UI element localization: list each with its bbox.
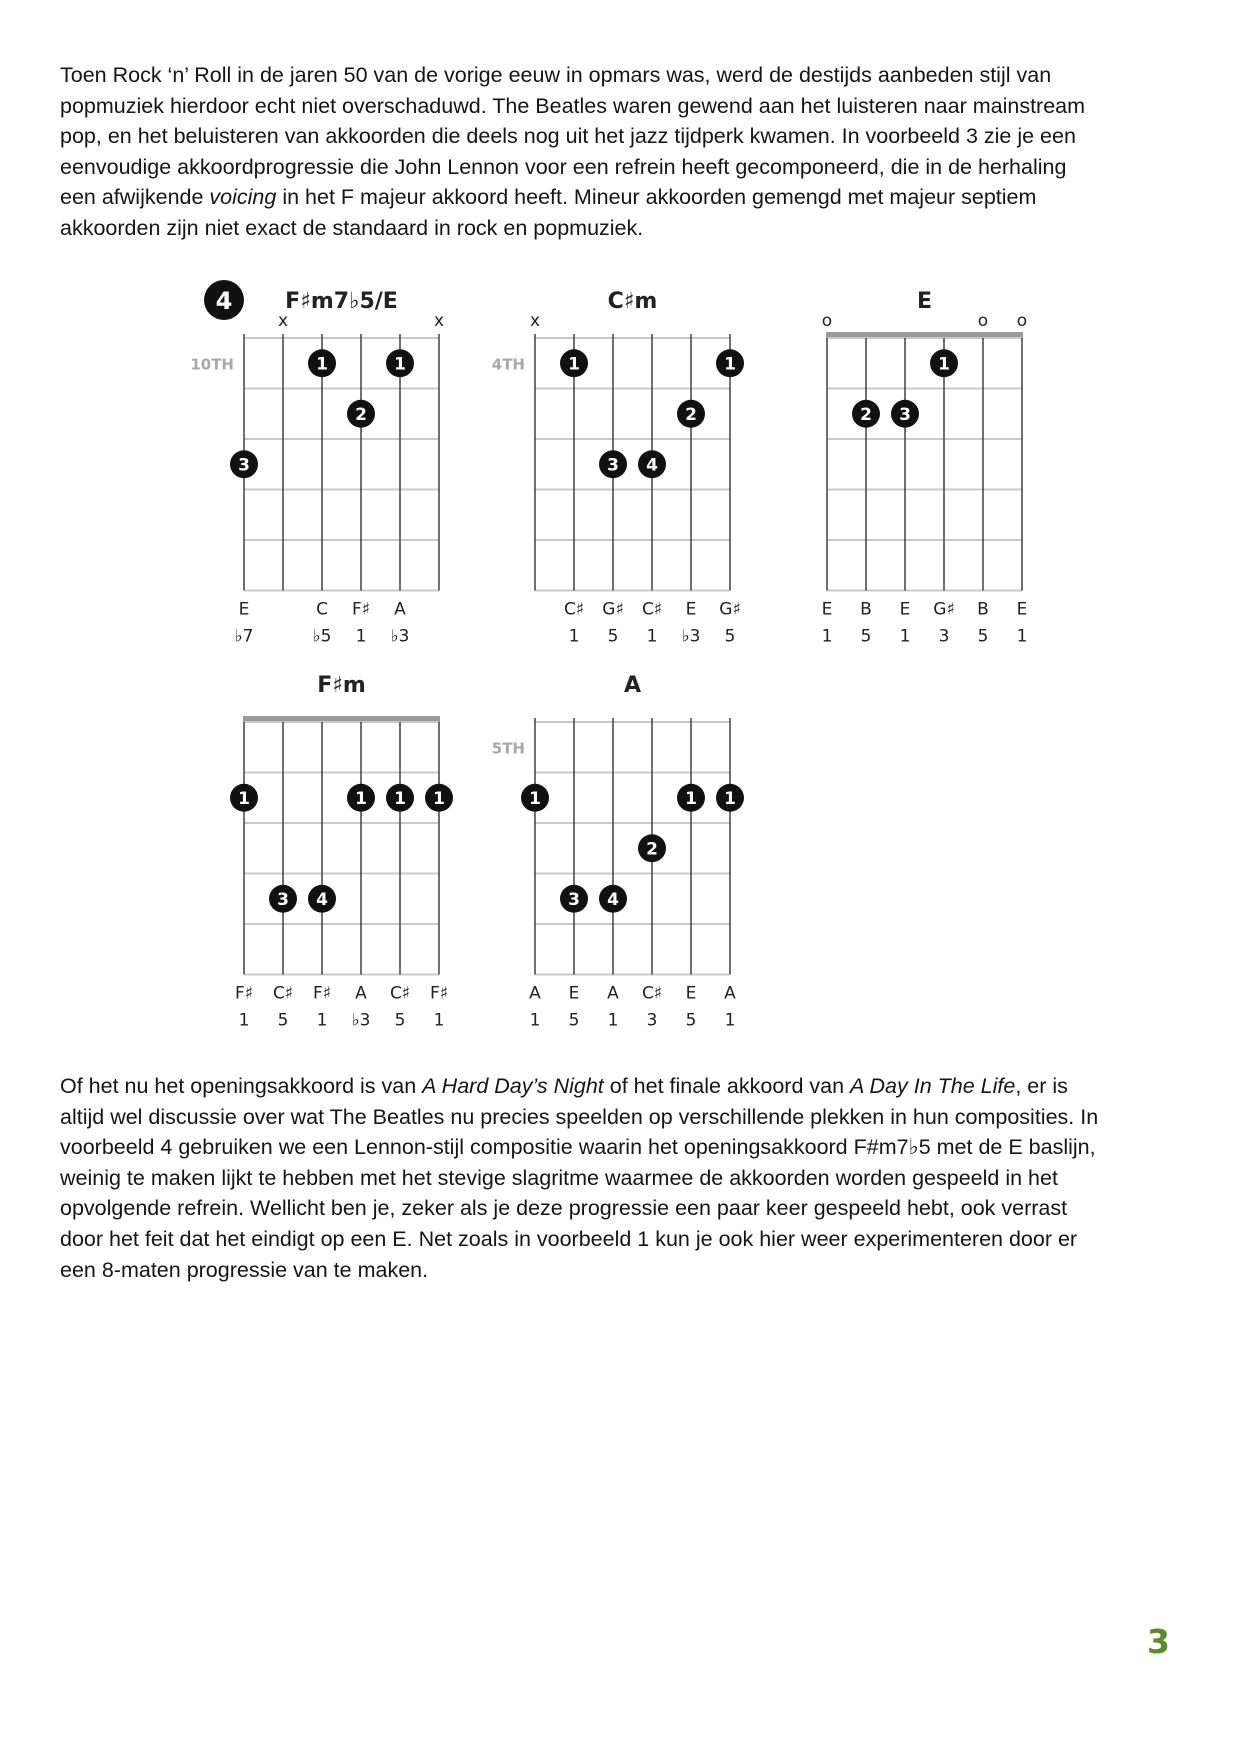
note-name: F♯ [234,983,254,1004]
text-line [60,1255,1190,1286]
finger-number: 2 [646,839,658,860]
note-name: E [899,599,911,620]
chord-name: A [623,673,642,698]
open-string-marker: o [821,311,833,331]
text-line [60,1132,1190,1163]
text-segment: Of het nu het openingsakkoord is van [60,1074,423,1098]
interval-label: 5 [607,626,619,647]
text-segment: akkoorden zijn niet exact de standaard in rock en popmuziek. [60,215,644,240]
note-name: C [316,599,328,620]
note-name: B [977,599,989,620]
finger-number: 1 [685,788,697,809]
text-line [60,1102,1190,1133]
interval-label: 3 [646,1010,658,1031]
note-name: C♯ [272,983,294,1004]
text-segment: eenvoudige akkoordprogressie die John Lennon voor een refrein heeft gecomponeerd, die in de herhaling [60,154,1067,179]
note-name: A [607,983,619,1004]
note-name: A [724,983,736,1004]
interval-label: 5 [685,1010,697,1031]
interval-label: ♭3 [681,626,701,647]
page-number: 3 [1147,1622,1170,1661]
interval-label: 1 [568,626,580,647]
interval-label: 1 [646,626,658,647]
chord-name: E [916,289,933,314]
note-name: E [238,599,250,620]
finger-number: 3 [277,889,289,910]
text-segment: opvolgende refrein. Wellicht ben je, zeker als je deze progressie een paar keer gespeeld hebt, ook verrast [60,1196,1068,1221]
note-name: F♯ [429,983,449,1004]
finger-number: 3 [238,455,250,476]
interval-label: 1 [724,1010,736,1031]
italic-text: A Day In The Life [850,1074,1016,1098]
open-string-marker: o [1016,311,1028,331]
chord-name: F♯m [317,673,366,698]
muted-string-marker: x [277,311,289,331]
open-string-marker: o [977,311,989,331]
interval-label: 1 [316,1010,328,1031]
note-name: A [529,983,541,1004]
interval-label: 5 [860,626,872,647]
text-line [60,1193,1190,1224]
interval-label: ♭3 [351,1010,371,1031]
finger-number: 1 [316,354,328,375]
note-name: C♯ [641,599,663,620]
text-segment: een afwijkende [60,185,210,210]
finger-number: 2 [685,404,697,425]
text-segment: door het feit dat het eindigt op een E. Net zoals in voorbeeld 1 kun je ook hier weer experimenteren door er [60,1226,1078,1251]
interval-label: ♭3 [390,626,410,647]
note-name: G♯ [719,599,741,620]
text-segment: in het F majeur akkoord heeft. Mineur akkoorden gemengd met majeur septiem [276,185,1037,210]
interval-label: 1 [529,1010,541,1031]
interval-label: 5 [277,1010,289,1031]
finger-number: 1 [394,354,406,375]
text-segment: popmuziek hierdoor echt niet overschaduwd. The Beatles waren gewend aan het luisteren naar mainstream [60,93,1086,118]
text-segment: een 8-maten progressie van te maken. [60,1257,429,1282]
interval-label: 5 [394,1010,406,1031]
example-number: 4 [215,287,233,315]
italic-text: voicing [209,185,277,210]
finger-number: 1 [724,354,736,375]
note-name: B [860,599,872,620]
text-line [60,1163,1190,1194]
finger-number: 3 [607,455,619,476]
finger-number: 4 [646,455,658,476]
interval-label: ♭7 [234,626,254,647]
interval-label: 1 [1016,626,1028,647]
note-name: E [685,599,697,620]
interval-label: 1 [821,626,833,647]
note-name: E [568,983,580,1004]
note-name: A [355,983,367,1004]
interval-label: 1 [238,1010,250,1031]
text-segment: altijd wel discussie over wat The Beatles nu precies speelden op verschillende plekken in hun composities. In [60,1104,1099,1129]
finger-number: 2 [355,404,367,425]
interval-label: 1 [433,1010,445,1031]
note-name: E [821,599,833,620]
interval-label: 5 [568,1010,580,1031]
interval-label: 1 [607,1010,619,1031]
interval-label: 1 [355,626,367,647]
finger-number: 1 [568,354,580,375]
finger-number: 3 [899,404,911,425]
text-segment: pop, en het beluisteren van akkoorden die deels nog uit het jazz tijdperk kwamen. In voorbeeld 3 zie je een [60,124,1076,149]
fret-position-label: 5TH [491,739,525,758]
note-name: F♯ [351,599,371,620]
finger-number: 1 [724,788,736,809]
text-segment: , er is [1015,1074,1068,1098]
chord-name: C♯m [607,289,658,314]
note-name: F♯ [312,983,332,1004]
italic-text: A Hard Day’s Night [422,1074,604,1098]
note-name: C♯ [563,599,585,620]
muted-string-marker: x [433,311,445,331]
text-segment: Toen Rock ‘n’ Roll in de jaren 50 van de vorige eeuw in opmars was, werd de destijds aanbeden stijl van [60,63,1052,87]
finger-number: 2 [860,404,872,425]
note-name: C♯ [641,983,663,1004]
chord-name: F♯m7♭5/E [285,289,398,314]
muted-string-marker: x [529,311,541,331]
text-segment: weinig te maken lijkt te hebben met het stevige slagritme waarmee de akkoorden worden gespeeld in het [60,1165,1058,1190]
note-name: E [685,983,697,1004]
text-line [60,1071,1190,1102]
interval-label: 3 [938,626,950,647]
finger-number: 1 [394,788,406,809]
note-name: G♯ [602,599,624,620]
interval-label: 1 [899,626,911,647]
note-name: A [394,599,406,620]
finger-number: 1 [529,788,541,809]
finger-number: 1 [938,354,950,375]
note-name: E [1016,599,1028,620]
finger-number: 1 [433,788,445,809]
interval-label: 5 [977,626,989,647]
text-line [60,1224,1190,1255]
interval-label: ♭5 [312,626,332,647]
text-segment: of het finale akkoord van [603,1074,851,1098]
body-paragraph [60,1071,1190,1285]
finger-number: 4 [607,889,619,910]
finger-number: 4 [316,889,328,910]
interval-label: 5 [724,626,736,647]
finger-number: 1 [238,788,250,809]
note-name: C♯ [389,983,411,1004]
fret-position-label: 10TH [190,355,234,374]
text-segment: voorbeeld 4 gebruiken we een Lennon-stijl compositie waarin het openingsakkoord F#m7♭5 met de E baslijn, [60,1135,1096,1160]
note-name: G♯ [933,599,955,620]
finger-number: 3 [568,889,580,910]
finger-number: 1 [355,788,367,809]
fret-position-label: 4TH [491,355,525,374]
